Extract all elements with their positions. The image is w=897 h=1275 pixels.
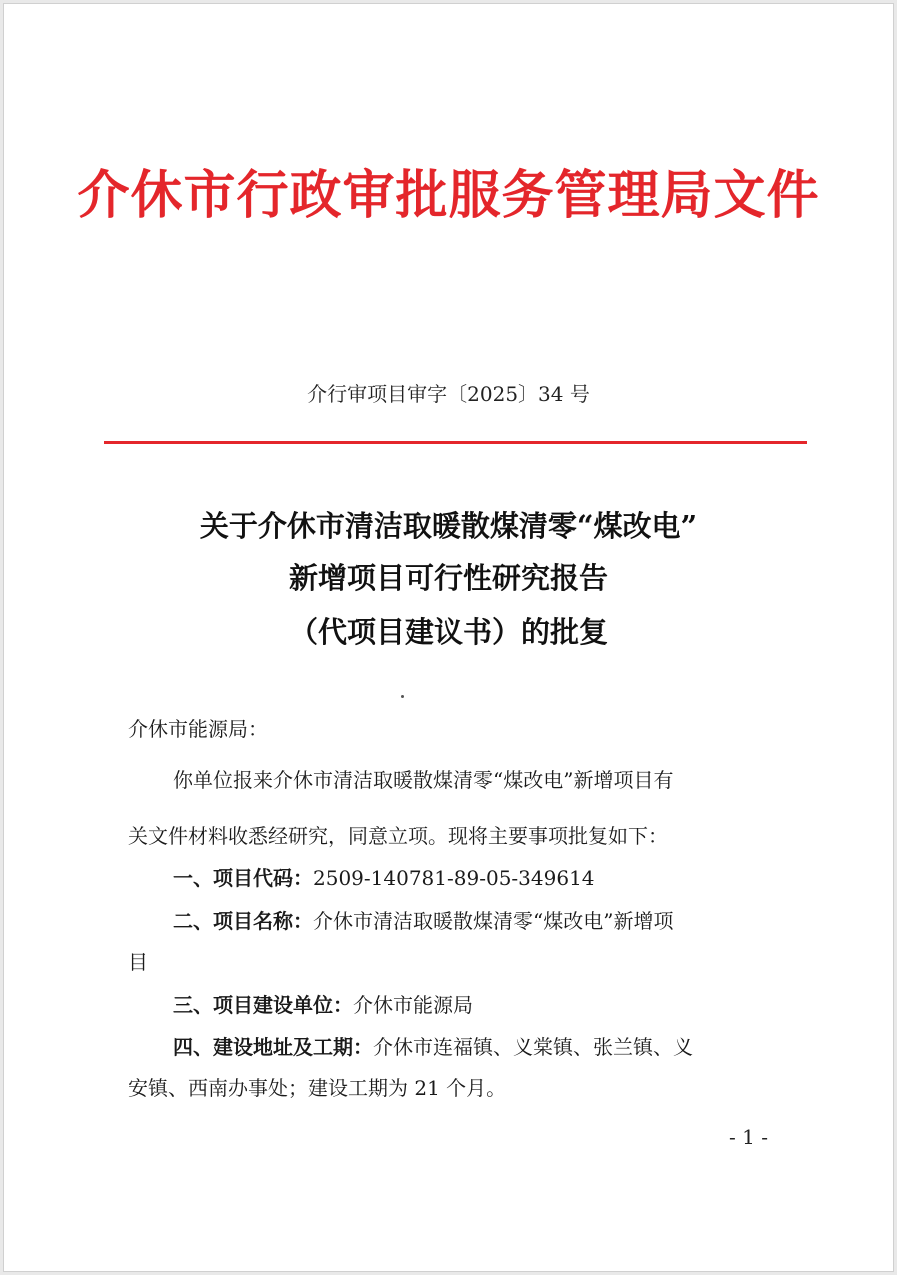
item-label: 四、建设地址及工期： (173, 1035, 373, 1059)
document-page (4, 4, 893, 1271)
intro-line-1: 你单位报来介休市清洁取暖散煤清零“煤改电”新增项目有 (173, 768, 674, 792)
item-value: 介休市清洁取暖散煤清零“煤改电”新增项 (313, 909, 674, 933)
item-label: 二、项目名称： (173, 909, 313, 933)
item-label: 一、项目代码： (173, 866, 313, 890)
item-construction-unit (173, 995, 473, 1015)
item-label: 三、项目建设单位： (173, 993, 353, 1017)
title-line-2: 新增项目可行性研究报告 (288, 561, 608, 595)
title-line-3: （代项目建议书）的批复 (288, 615, 608, 649)
item-value: 2509-140781-89-05-349614 (313, 866, 595, 890)
item-project-name-cont: 目 (128, 950, 148, 974)
item-project-name (173, 911, 673, 931)
item-location-period-cont: 安镇、西南办事处；建设工期为 21 个月。 (128, 1076, 507, 1100)
document-number: 介行审项目审字〔2025〕34 号 (307, 382, 590, 406)
salutation: 介休市能源局： (128, 717, 268, 741)
stray-dot (401, 695, 404, 698)
item-value: 介休市能源局 (353, 993, 473, 1017)
title-line-1: 关于介休市清洁取暖散煤清零“煤改电” (199, 509, 698, 543)
item-value: 介休市连福镇、义棠镇、张兰镇、义 (373, 1035, 693, 1059)
intro-line-2: 关文件材料收悉经研究，同意立项。现将主要事项批复如下： (128, 824, 668, 848)
issuer-header: 介休市行政审批服务管理局文件 (77, 165, 820, 226)
red-divider-line (104, 441, 807, 444)
item-location-period (173, 1037, 693, 1057)
item-project-code (173, 868, 595, 888)
page-number: - 1 - (729, 1125, 768, 1149)
